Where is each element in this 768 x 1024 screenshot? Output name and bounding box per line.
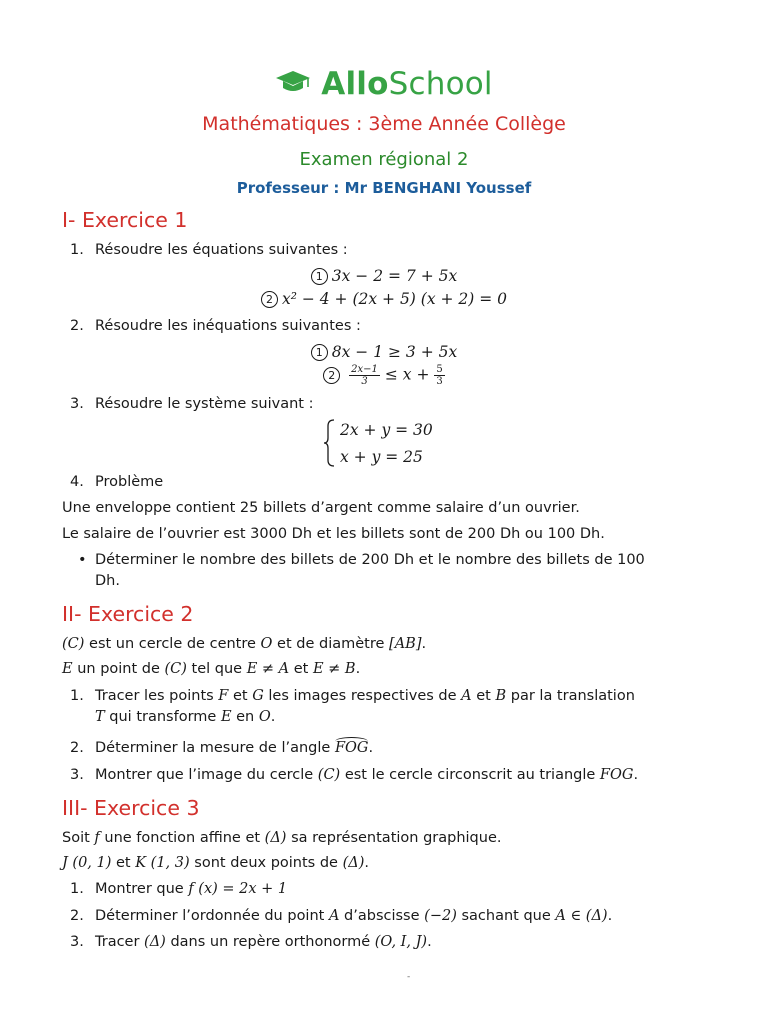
inequation-1: 1 8x − 1 ≥ 3 + 5x [0,343,768,361]
logo-wordmark: AlloSchool [321,66,493,102]
circled-number: 1 [311,344,328,361]
ex3-q3: 3. Tracer (Δ) dans un repère orthonormé (O, I, J). [70,934,432,950]
inequation-2: 2 $\frac{2x-1}{3}$ ≤ x + $\frac{5}{3}$ [0,364,768,387]
graduation-cap-icon [275,69,311,99]
exercise-1-heading: I- Exercice 1 [62,208,188,232]
ex3-intro-2: J (0, 1) et K (1, 3) sont deux points de (Δ). [62,855,369,871]
ex3-q1: 1. Montrer que f (x) = 2x + 1 [70,881,288,897]
ex2-q1-continued: T qui transforme E en O. [95,709,276,725]
ex1-q1: 1. Résoudre les équations suivantes : [70,242,348,258]
ex1-q4: 4. Problème [70,474,164,490]
problem-text-2: Le salaire de l’ouvrier est 3000 Dh et les billets sont de 200 Dh ou 100 Dh. [62,526,605,542]
ex2-q1: 1. Tracer les points F et G les images respectives de A et B par la translation [70,688,635,704]
angle-notation: FOG [334,740,369,756]
ex3-intro-1: Soit f une fonction affine et (Δ) sa représentation graphique. [62,830,502,846]
subject-title: Mathématiques : 3ème Année Collège [202,113,566,135]
ex2-q2: 2. Déterminer la mesure de l’angle FOG. [70,740,374,756]
ex3-q2: 2. Déterminer l’ordonnée du point A d’abscisse (−2) sachant que A ∈ (Δ). [70,908,613,924]
problem-text-1: Une enveloppe contient 25 billets d’argent comme salaire d’un ouvrier. [62,500,580,516]
fraction: $\frac{2x-1}{3}$ [351,364,378,387]
exam-page: AlloSchool Mathématiques : 3ème Année Collège Examen régional 2 Professeur : Mr BENGHANI Youssef I- Exercice 1 1. Résoudre les équations suivantes : 1 3x − 2 = 7 + 5x 2 x² − 4 + (2x + 5) (x + 2) = 0 2. Résoudre les inéquations suivantes : 1 8x − 1 ≥ 3 + 5x 2 $\frac{2x-1}{3}$ ≤ x + $\frac{5}{3}$ 3. Résoudre le système suivant : 2x + y = 30 x + y = 25 4. Problème Une enveloppe contient 25 billets d’argent comme salaire d’un ouvrier. Le salaire de l’ouvrier est 3000 Dh et les billets sont de 200 Dh ou 100 Dh. • Déterminer le nombre des billets de 200 Dh et le nombre des billets de 100 Dh. II- Exercice 2 (C) est un cercle de centre O et de diamètre [AB]. E un point de (C) tel que E ≠ A et E ≠ B. 1. Tracer les points F et G les images respectives de A et B par la translation T qui transforme E en O. 2. Déterminer la mesure de l’angle FOG. 3. Montrer que l’image du cercle (C) est le cercle circonscrit au triangle FOG. III- Exercice 3 Soit f une fonction affine et (Δ) sa représentation graphique. J (0, 1) et K (1, 3) sont deux points de (Δ). 1. Montrer que f (x) = 2x + 1 2. Déterminer l’ordonnée du point A d’abscisse (−2) sachant que A ∈ (Δ). 3. Tracer (Δ) dans un repère orthonormé (O, I, J). - [0,0,768,1024]
ex2-q3: 3. Montrer que l’image du cercle (C) est le cercle circonscrit au triangle FOG. [70,767,639,783]
brace-icon [322,418,336,468]
exercise-2-heading: II- Exercice 2 [62,602,194,626]
ex1-q3: 3. Résoudre le système suivant : [70,396,314,412]
teacher-name: Professeur : Mr BENGHANI Youssef [236,179,532,197]
circled-number: 2 [323,367,340,384]
exercise-3-heading: III- Exercice 3 [62,796,200,820]
equation-2: 2 x² − 4 + (2x + 5) (x + 2) = 0 [0,290,768,308]
circled-number: 1 [311,268,328,285]
ex2-intro-1: (C) est un cercle de centre O et de diamètre [AB]. [62,636,427,652]
footer-mark: - [407,972,411,982]
exam-title: Examen régional 2 [299,149,469,170]
bullet-icon: • [78,552,87,568]
circled-number: 2 [261,291,278,308]
ex2-intro-2: E un point de (C) tel que E ≠ A et E ≠ B. [62,661,361,677]
equation-1: 1 3x − 2 = 7 + 5x [0,267,768,285]
alloschool-logo[interactable] [0,66,768,102]
equation-system: 2x + y = 30 x + y = 25 [322,418,462,470]
ex1-q2: 2. Résoudre les inéquations suivantes : [70,318,361,334]
fraction: $\frac{5}{3}$ [436,364,443,387]
